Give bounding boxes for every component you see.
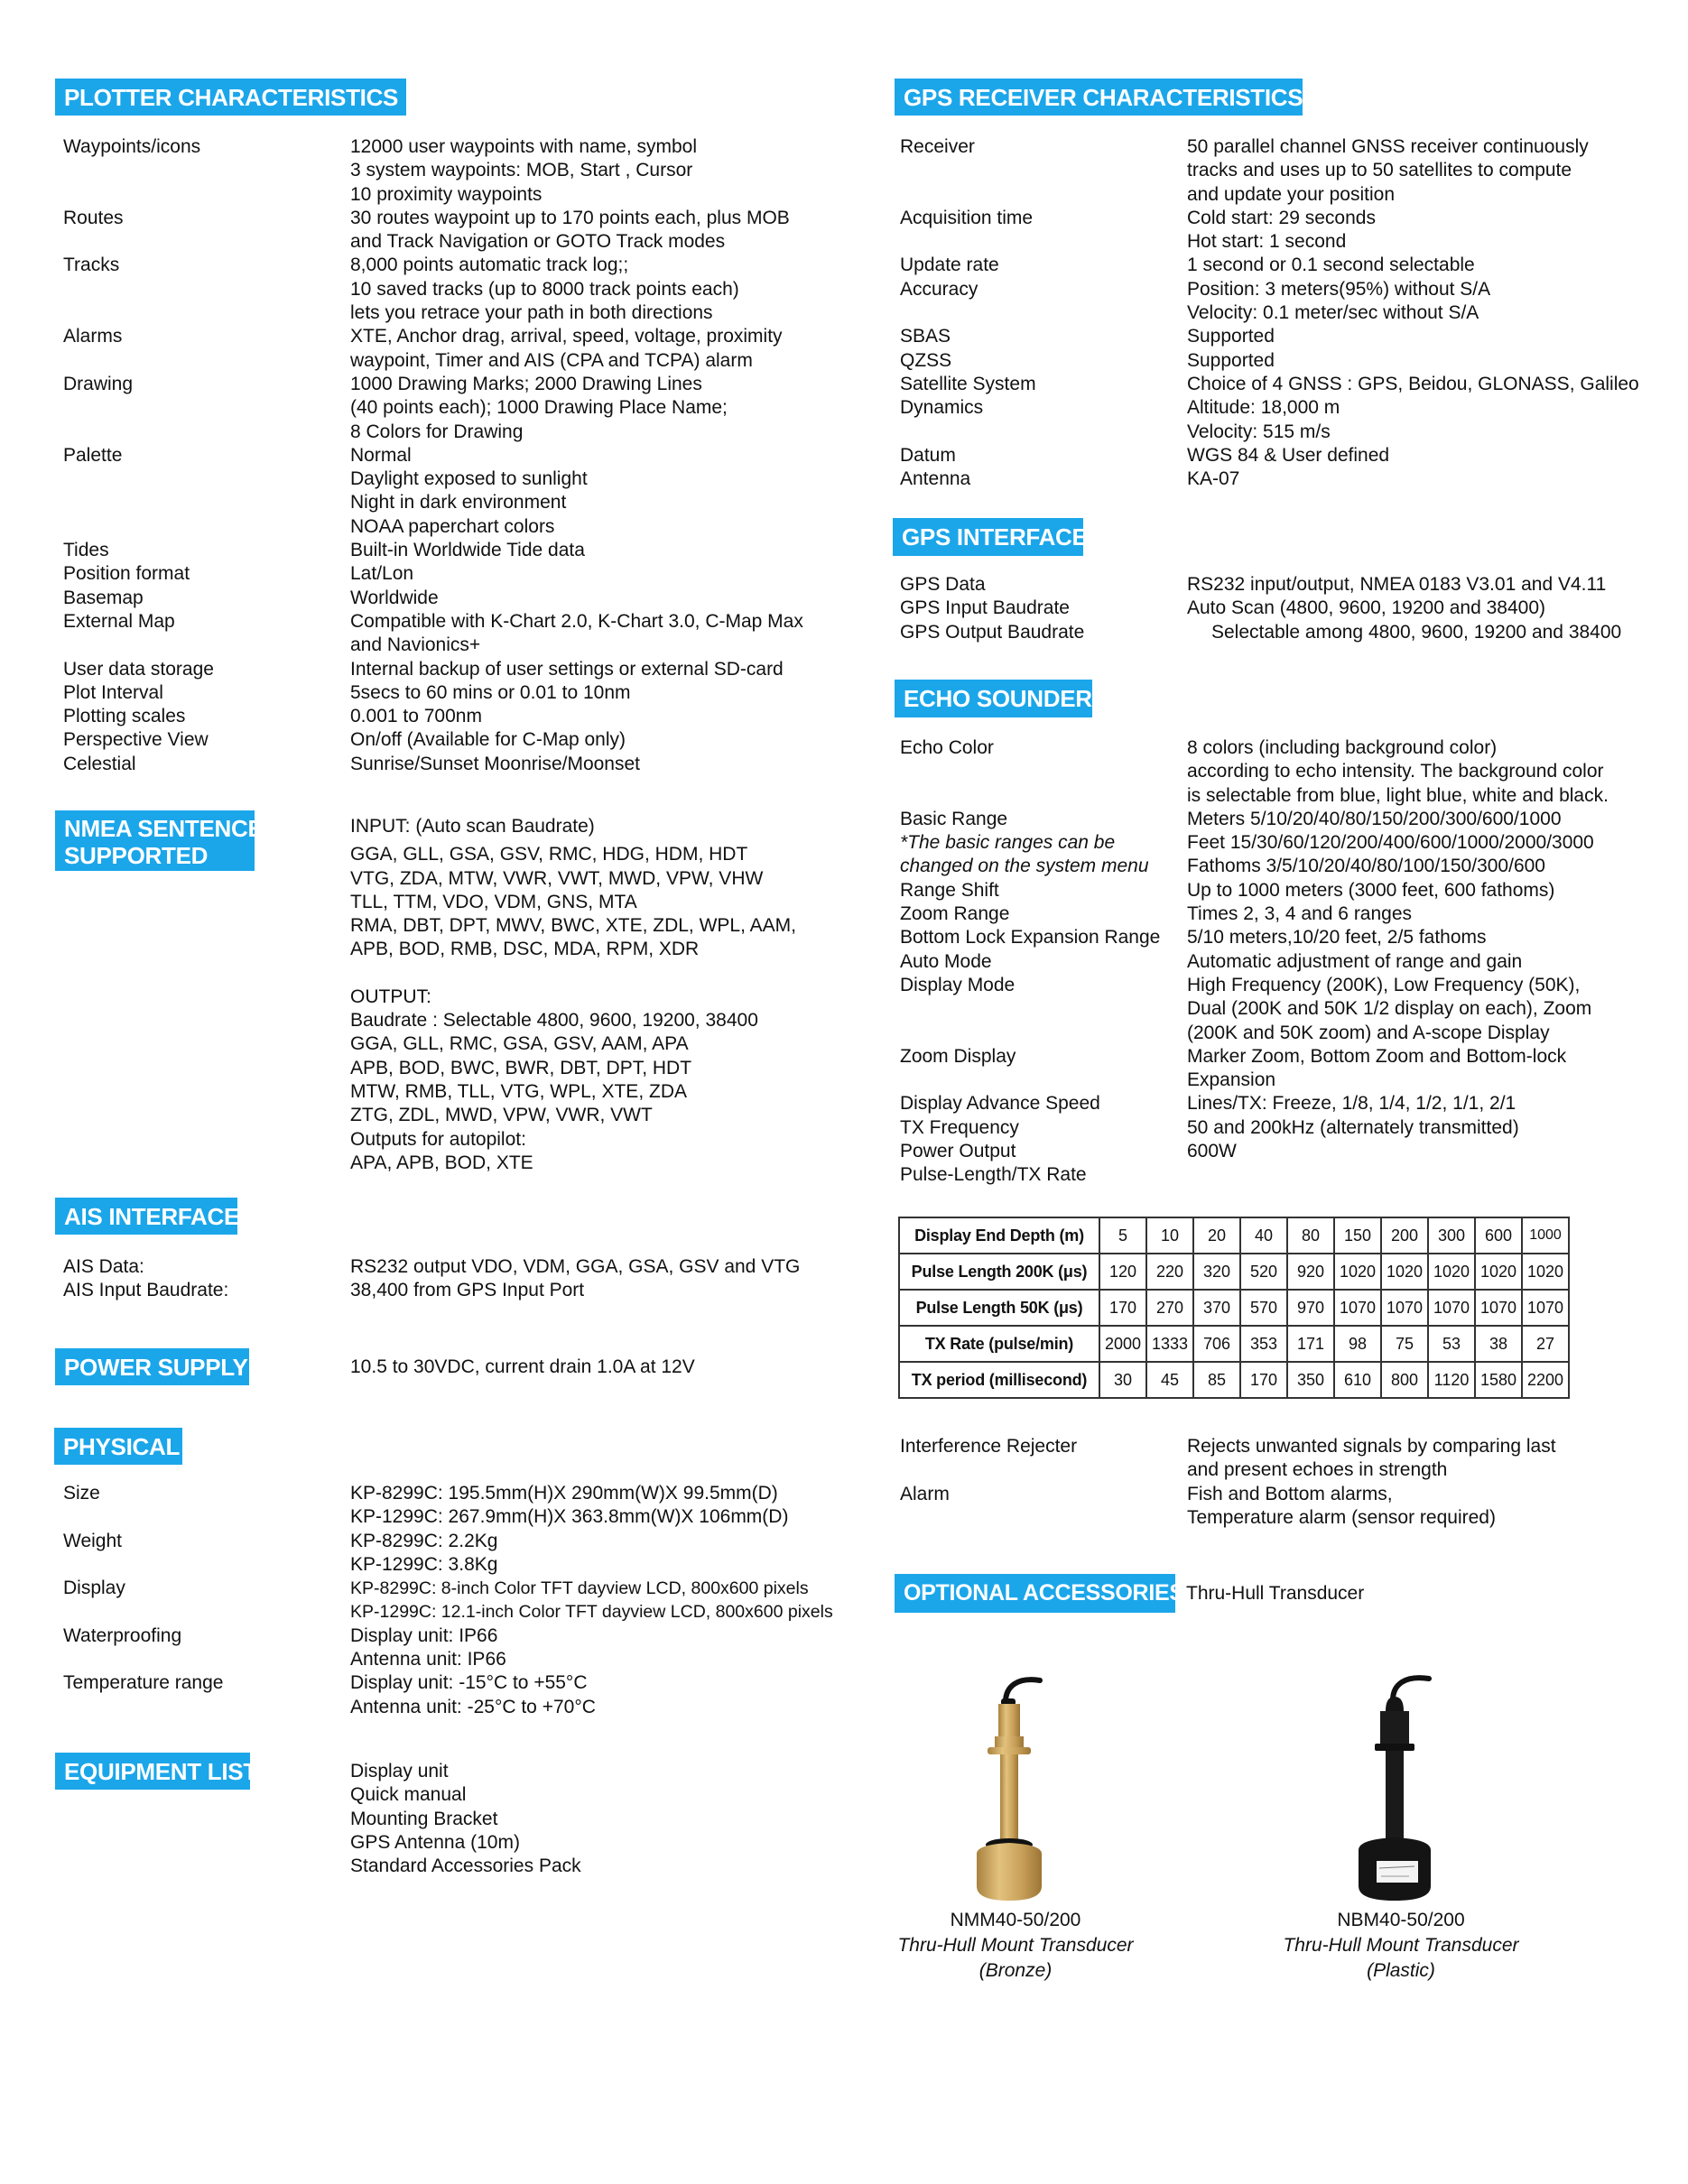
spec-row — [63, 207, 803, 254]
spec-value: Fish and Bottom alarms, Temperature alarm (sensor required) — [1187, 1483, 1496, 1528]
table-cell: 30 — [1099, 1362, 1146, 1398]
spec-row — [63, 135, 803, 207]
plastic-transducer-image — [1351, 1668, 1451, 1904]
gps-receiver-spec-list — [900, 135, 1639, 491]
spec-label: Basic Range — [900, 808, 1008, 829]
spec-note: changed on the system menu — [900, 856, 1149, 877]
spec-label: Bottom Lock Expansion Range — [900, 927, 1161, 949]
nmea-input-line: APB, BOD, RMB, DSC, MDA, RPM, XDR — [350, 939, 700, 960]
spec-label: Pulse-Length/TX Rate — [900, 1164, 1087, 1186]
spec-label: Satellite System — [900, 373, 1036, 394]
plastic-transducer-icon — [1351, 1668, 1451, 1904]
spec-label: User data storage — [63, 658, 214, 680]
spec-row — [63, 753, 803, 776]
spec-label: Tides — [63, 540, 109, 561]
spec-label: Tracks — [63, 254, 120, 276]
spec-value: 30 routes waypoint up to 170 points each, plus MOB and Track Navigation or GOTO Track modes — [350, 207, 790, 253]
table-cell: 75 — [1381, 1326, 1428, 1362]
spec-value: RS232 input/output, NMEA 0183 V3.01 and V4.11 — [1187, 574, 1607, 595]
table-cell: 300 — [1428, 1217, 1475, 1254]
spec-value: Supported — [1187, 326, 1275, 347]
table-row — [899, 1290, 1569, 1326]
table-row-header: Pulse Length 50K (μs) — [899, 1290, 1099, 1326]
spec-note: *The basic ranges can be — [900, 832, 1116, 854]
table-cell: 120 — [1099, 1254, 1146, 1290]
equipment-item: Quick manual — [350, 1784, 467, 1806]
spec-value: 8,000 points automatic track log;; 10 saved tracks (up to 8000 track points each) lets you retrace your path in both directions — [350, 254, 739, 324]
spec-label: External Map — [63, 610, 175, 632]
nmea-input-line: RMA, DBT, DPT, MWV, BWC, XTE, ZDL, WPL, AAM, — [350, 915, 796, 937]
table-cell: 600 — [1475, 1217, 1522, 1254]
table-cell: 1070 — [1475, 1290, 1522, 1326]
spec-label: Weight — [63, 1530, 122, 1551]
spec-label: SBAS — [900, 326, 951, 347]
section-header-optional-accessories: OPTIONAL ACCESSORIES — [895, 1574, 1175, 1613]
spec-value: Position: 3 meters(95%) without S/A Velocity: 0.1 meter/sec without S/A — [1187, 278, 1491, 324]
spec-label: Zoom Range — [900, 903, 1010, 925]
spec-value: 600W — [1187, 1141, 1237, 1162]
table-cell: 38 — [1475, 1326, 1522, 1362]
spec-value: 8 colors (including background color) according to echo intensity. The background color is selectable from blue, light blue, white and black. — [1187, 737, 1609, 806]
table-cell: 1020 — [1334, 1254, 1381, 1290]
spec-row — [63, 1482, 833, 1530]
spec-value: Supported — [1187, 349, 1275, 371]
spec-row — [900, 902, 1609, 926]
section-header-echo-sounder: ECHO SOUNDER — [895, 680, 1092, 717]
spec-label: Alarm — [900, 1483, 950, 1504]
spec-value: 12000 user waypoints with name, symbol 3 system waypoints: MOB, Start , Cursor 10 proximity waypoints — [350, 136, 698, 205]
spacer — [350, 962, 796, 986]
spec-row — [63, 325, 803, 373]
table-cell: 1020 — [1475, 1254, 1522, 1290]
spec-row — [63, 1624, 833, 1672]
spec-label: GPS Data — [900, 574, 986, 595]
spec-row — [900, 597, 1621, 620]
table-cell: 45 — [1146, 1362, 1193, 1398]
spec-row — [900, 831, 1609, 855]
product-model: NBM40-50/200 — [1337, 1910, 1465, 1930]
spec-value: 1 second or 0.1 second selectable — [1187, 254, 1475, 276]
section-header-gps-receiver: GPS RECEIVER CHARACTERISTICS — [895, 79, 1303, 116]
nmea-output-line: APA, APB, BOD, XTE — [350, 1152, 533, 1173]
spec-row — [63, 610, 803, 658]
table-cell: 353 — [1240, 1326, 1287, 1362]
spec-row — [900, 736, 1609, 808]
spec-label: Update rate — [900, 254, 999, 276]
power-supply-value: 10.5 to 30VDC, current drain 1.0A at 12V — [350, 1356, 695, 1377]
nmea-output-line: Baudrate : Selectable 4800, 9600, 19200, 38400 — [350, 1010, 758, 1032]
section-header-physical: PHYSICAL — [54, 1428, 182, 1465]
spec-label: Drawing — [63, 373, 134, 394]
table-cell: 1020 — [1381, 1254, 1428, 1290]
nmea-output-header: OUTPUT: — [350, 986, 431, 1007]
spec-row — [900, 879, 1609, 902]
echo-sounder-extra-list — [900, 1435, 1556, 1530]
nmea-title-line2: SUPPORTED — [64, 842, 209, 869]
spec-value: Marker Zoom, Bottom Zoom and Bottom-lock Expansion — [1187, 1045, 1567, 1091]
product-material: (Bronze) — [978, 1960, 1053, 1981]
spec-value: Rejects unwanted signals by comparing last and present echoes in strength — [1187, 1436, 1556, 1481]
equipment-item: Display unit — [350, 1761, 449, 1781]
spec-label: AIS Data: — [63, 1256, 144, 1277]
spec-label: TX Frequency — [900, 1116, 1019, 1138]
spec-value: KA-07 — [1187, 468, 1240, 490]
table-row — [899, 1217, 1569, 1254]
spec-value: Choice of 4 GNSS : GPS, Beidou, GLONASS, Galileo — [1187, 373, 1639, 394]
table-cell: 1020 — [1522, 1254, 1569, 1290]
plotter-spec-list — [63, 135, 803, 776]
spec-row — [900, 1483, 1556, 1531]
spec-row — [63, 587, 803, 610]
product-material: (Plastic) — [1367, 1960, 1435, 1981]
product-description: Thru-Hull Mount Transducer — [1283, 1935, 1519, 1956]
table-cell: 1070 — [1428, 1290, 1475, 1326]
spec-row — [900, 808, 1609, 831]
spec-label: AIS Input Baudrate: — [63, 1280, 229, 1301]
spec-label: Interference Rejecter — [900, 1436, 1078, 1457]
product-description: Thru-Hull Mount Transducer — [897, 1935, 1134, 1956]
nmea-output-line: MTW, RMB, TLL, VTG, WPL, XTE, ZDA — [350, 1080, 687, 1102]
spec-label: Datum — [900, 444, 956, 466]
section-header-plotter: PLOTTER CHARACTERISTICS — [55, 79, 406, 116]
table-row — [899, 1254, 1569, 1290]
nmea-title-line1: NMEA SENTENCE — [64, 815, 264, 842]
optional-accessories-subtitle: Thru-Hull Transducer — [1186, 1583, 1365, 1604]
spec-value: KP-8299C: 8-inch Color TFT dayview LCD, 800x600 pixels KP-1299C: 12.1-inch Color TFT dayview LCD, 800x600 pixels — [350, 1578, 833, 1623]
spec-label: Acquisition time — [900, 207, 1034, 228]
spec-row — [900, 444, 1639, 467]
table-cell: 1070 — [1522, 1290, 1569, 1326]
table-cell: 706 — [1193, 1326, 1240, 1362]
spec-value: KP-8299C: 2.2Kg KP-1299C: 3.8Kg — [350, 1530, 498, 1575]
spec-row — [900, 1045, 1609, 1093]
nmea-output-line: ZTG, ZDL, MWD, VPW, VWR, VWT — [350, 1105, 653, 1126]
table-cell: 150 — [1334, 1217, 1381, 1254]
table-cell: 20 — [1193, 1217, 1240, 1254]
spec-label: Antenna — [900, 468, 971, 490]
spec-label: Display — [63, 1578, 125, 1599]
spec-row — [63, 373, 803, 444]
spec-value: Lines/TX: Freeze, 1/8, 1/4, 1/2, 1/1, 2/1 — [1187, 1093, 1516, 1115]
nmea-output-line: Outputs for autopilot: — [350, 1128, 526, 1150]
spec-row — [900, 396, 1639, 444]
spec-row — [900, 349, 1639, 373]
spec-label: Size — [63, 1483, 100, 1504]
section-header-nmea — [55, 810, 264, 871]
spec-label: Celestial — [63, 753, 136, 774]
spec-value: Worldwide — [350, 587, 439, 608]
table-cell: 610 — [1334, 1362, 1381, 1398]
table-cell: 1070 — [1381, 1290, 1428, 1326]
table-cell: 2000 — [1099, 1326, 1146, 1362]
spec-row — [63, 728, 803, 752]
table-cell: 10 — [1146, 1217, 1193, 1254]
spec-value: 50 parallel channel GNSS receiver continuously tracks and uses up to 50 satellites to compute and update your position — [1187, 136, 1589, 205]
table-cell: 270 — [1146, 1290, 1193, 1326]
spec-value: Times 2, 3, 4 and 6 ranges — [1187, 903, 1413, 925]
table-cell: 170 — [1099, 1290, 1146, 1326]
spec-label: GPS Input Baudrate — [900, 597, 1070, 619]
table-cell: 370 — [1193, 1290, 1240, 1326]
spec-value: Selectable among 4800, 9600, 19200 and 38400 — [1211, 621, 1622, 643]
table-row-header: TX period (millisecond) — [899, 1362, 1099, 1398]
spec-row — [63, 562, 803, 586]
spec-value: 0.001 to 700nm — [350, 706, 482, 727]
physical-spec-list — [63, 1482, 833, 1719]
spec-value: Auto Scan (4800, 9600, 19200 and 38400) — [1187, 597, 1545, 619]
table-cell: 1333 — [1146, 1326, 1193, 1362]
spec-label: Plot Interval — [63, 681, 163, 703]
spec-value: On/off (Available for C-Map only) — [350, 729, 626, 751]
spec-row — [900, 135, 1639, 207]
spec-value: Internal backup of user settings or external SD-card — [350, 658, 784, 680]
table-cell: 800 — [1381, 1362, 1428, 1398]
spec-value: Normal Daylight exposed to sunlight Night in dark environment NOAA paperchart colors — [350, 444, 588, 537]
table-cell: 520 — [1240, 1254, 1287, 1290]
spec-label: Palette — [63, 444, 123, 466]
product-caption-bronze — [871, 1908, 1160, 1984]
pulse-length-table — [898, 1217, 1570, 1399]
nmea-input-header: INPUT: (Auto scan Baudrate) — [350, 816, 595, 837]
table-cell: 350 — [1287, 1362, 1334, 1398]
spec-row — [900, 974, 1609, 1045]
spec-row — [63, 1671, 833, 1719]
spec-value: Automatic adjustment of range and gain — [1187, 950, 1523, 972]
spec-row — [63, 681, 803, 705]
spec-label: QZSS — [900, 349, 952, 371]
spec-label: Waterproofing — [63, 1624, 182, 1646]
equipment-item: Standard Accessories Pack — [350, 1855, 581, 1877]
spec-label: Accuracy — [900, 278, 978, 300]
bronze-transducer-icon — [966, 1668, 1065, 1904]
spec-row — [63, 1577, 833, 1624]
spec-row — [900, 573, 1621, 597]
spec-row — [900, 254, 1639, 277]
spec-row — [63, 658, 803, 681]
spec-value: Up to 1000 meters (3000 feet, 600 fathoms) — [1187, 879, 1555, 901]
table-cell: 1000 — [1522, 1217, 1569, 1254]
table-cell: 27 — [1522, 1326, 1569, 1362]
spec-label: Position format — [63, 563, 190, 585]
equipment-item: GPS Antenna (10m) — [350, 1831, 520, 1853]
spec-row — [900, 1116, 1609, 1140]
spec-value: Meters 5/10/20/40/80/150/200/300/600/1000 — [1187, 808, 1562, 829]
spec-row — [63, 444, 803, 539]
spec-label: Display Advance Speed — [900, 1093, 1100, 1115]
spec-label: Range Shift — [900, 879, 999, 901]
table-cell: 171 — [1287, 1326, 1334, 1362]
nmea-output-line: GGA, GLL, RMC, GSA, GSV, AAM, APA — [350, 1033, 689, 1055]
spec-label: Waypoints/icons — [63, 136, 201, 157]
spec-row — [63, 1255, 800, 1279]
table-cell: 98 — [1334, 1326, 1381, 1362]
table-cell: 1580 — [1475, 1362, 1522, 1398]
spec-value: Display unit: IP66 Antenna unit: IP66 — [350, 1624, 506, 1670]
table-cell: 1070 — [1334, 1290, 1381, 1326]
spec-label: Echo Color — [900, 737, 994, 758]
spec-value: 38,400 from GPS Input Port — [350, 1280, 585, 1301]
spec-row — [900, 325, 1639, 348]
table-row — [899, 1326, 1569, 1362]
spec-label: Plotting scales — [63, 706, 186, 727]
spec-label: Display Mode — [900, 974, 1016, 995]
spec-row — [900, 1092, 1609, 1115]
spec-row — [900, 621, 1621, 644]
spec-label: Receiver — [900, 136, 975, 157]
spec-label: Basemap — [63, 587, 144, 608]
spec-value: Fathoms 3/5/10/20/40/80/100/150/300/600 — [1187, 856, 1545, 877]
spec-label: Dynamics — [900, 397, 984, 419]
spec-value: WGS 84 & User defined — [1187, 444, 1390, 466]
spec-label: GPS Output Baudrate — [900, 621, 1085, 643]
table-cell: 40 — [1240, 1217, 1287, 1254]
table-row — [899, 1362, 1569, 1398]
ais-spec-list — [63, 1255, 800, 1303]
table-cell: 2200 — [1522, 1362, 1569, 1398]
spec-row — [63, 539, 803, 562]
spec-value: KP-8299C: 195.5mm(H)X 290mm(W)X 99.5mm(D) KP-1299C: 267.9mm(H)X 363.8mm(W)X 106mm(D) — [350, 1483, 789, 1528]
table-cell: 220 — [1146, 1254, 1193, 1290]
spec-label: Power Output — [900, 1141, 1016, 1162]
equipment-item: Mounting Bracket — [350, 1808, 498, 1829]
table-cell: 200 — [1381, 1217, 1428, 1254]
table-row-header: Pulse Length 200K (μs) — [899, 1254, 1099, 1290]
spec-row — [900, 207, 1639, 254]
nmea-input-line: TLL, TTM, VDO, VDM, GNS, MTA — [350, 891, 637, 912]
spec-value: Display unit: -15°C to +55°C Antenna unit: -25°C to +70°C — [350, 1672, 596, 1717]
spec-value: 5secs to 60 mins or 0.01 to 10nm — [350, 681, 631, 703]
table-cell: 85 — [1193, 1362, 1240, 1398]
gps-interface-spec-list — [900, 573, 1621, 644]
spec-row — [900, 926, 1609, 949]
spec-value: RS232 output VDO, VDM, GGA, GSA, GSV and VTG — [350, 1256, 801, 1277]
table-cell: 53 — [1428, 1326, 1475, 1362]
table-cell: 1120 — [1428, 1362, 1475, 1398]
spec-row — [900, 278, 1639, 326]
spec-row — [900, 855, 1609, 878]
spec-label: Routes — [63, 207, 124, 228]
table-cell: 1020 — [1428, 1254, 1475, 1290]
table-row-header: Display End Depth (m) — [899, 1217, 1099, 1254]
nmea-output-line: APB, BOD, BWC, BWR, DBT, DPT, HDT — [350, 1057, 692, 1078]
spec-row — [900, 373, 1639, 396]
spec-row — [63, 254, 803, 325]
spec-value: XTE, Anchor drag, arrival, speed, voltage, proximity waypoint, Timer and AIS (CPA and TCPA) alarm — [350, 326, 783, 371]
spec-value: Lat/Lon — [350, 563, 414, 585]
spec-row — [900, 1163, 1609, 1187]
spec-value: High Frequency (200K), Low Frequency (50K), Dual (200K and 50K 1/2 display on each), Zoom (200K and 50K zoom) and A-scope Display — [1187, 974, 1592, 1043]
spec-value: 50 and 200kHz (alternately transmitted) — [1187, 1116, 1519, 1138]
spec-value: 5/10 meters,10/20 feet, 2/5 fathoms — [1187, 927, 1487, 949]
spec-value: Feet 15/30/60/120/200/400/600/1000/2000/3000 — [1187, 832, 1594, 854]
table-cell: 970 — [1287, 1290, 1334, 1326]
spec-row — [900, 1140, 1609, 1163]
echo-sounder-spec-list — [900, 736, 1609, 1188]
spec-row — [63, 705, 803, 728]
table-cell: 920 — [1287, 1254, 1334, 1290]
spec-value: Altitude: 18,000 m Velocity: 515 m/s — [1187, 397, 1340, 442]
spec-label: Zoom Display — [900, 1045, 1016, 1067]
spec-row — [900, 467, 1639, 491]
nmea-input-line: VTG, ZDA, MTW, VWR, VWT, MWD, VPW, VHW — [350, 867, 764, 889]
spec-label: Temperature range — [63, 1672, 224, 1694]
section-header-gps-interface: GPS INTERFACE — [893, 518, 1083, 556]
section-header-equipment: EQUIPMENT LIST — [55, 1753, 250, 1790]
spec-value: Compatible with K-Chart 2.0, K-Chart 3.0, C-Map Max and Navionics+ — [350, 610, 803, 656]
product-model: NMM40-50/200 — [950, 1910, 1081, 1930]
table-cell: 320 — [1193, 1254, 1240, 1290]
table-cell: 170 — [1240, 1362, 1287, 1398]
bronze-transducer-image — [966, 1668, 1065, 1904]
table-row-header: TX Rate (pulse/min) — [899, 1326, 1099, 1362]
spec-row — [900, 950, 1609, 974]
section-header-ais: AIS INTERFACE — [55, 1198, 237, 1235]
product-caption-plastic — [1257, 1908, 1545, 1984]
spec-label: Perspective View — [63, 729, 209, 751]
table-cell: 80 — [1287, 1217, 1334, 1254]
nmea-input-line: GGA, GLL, GSA, GSV, RMC, HDG, HDM, HDT — [350, 844, 748, 865]
spec-label: Alarms — [63, 326, 123, 347]
table-cell: 5 — [1099, 1217, 1146, 1254]
spec-row — [63, 1530, 833, 1578]
table-cell: 570 — [1240, 1290, 1287, 1326]
spec-label: Auto Mode — [900, 950, 992, 972]
nmea-sentence-list — [350, 815, 796, 1175]
spec-row — [63, 1279, 800, 1302]
equipment-list — [350, 1760, 581, 1878]
spec-value: Built-in Worldwide Tide data — [350, 540, 585, 561]
spec-value: Sunrise/Sunset Moonrise/Moonset — [350, 753, 640, 774]
spec-value: 1000 Drawing Marks; 2000 Drawing Lines (40 points each); 1000 Drawing Place Name; 8 Colors for Drawing — [350, 373, 728, 442]
spec-value: Cold start: 29 seconds Hot start: 1 second — [1187, 207, 1376, 253]
spec-row — [900, 1435, 1556, 1483]
section-header-power: POWER SUPPLY — [55, 1348, 249, 1385]
